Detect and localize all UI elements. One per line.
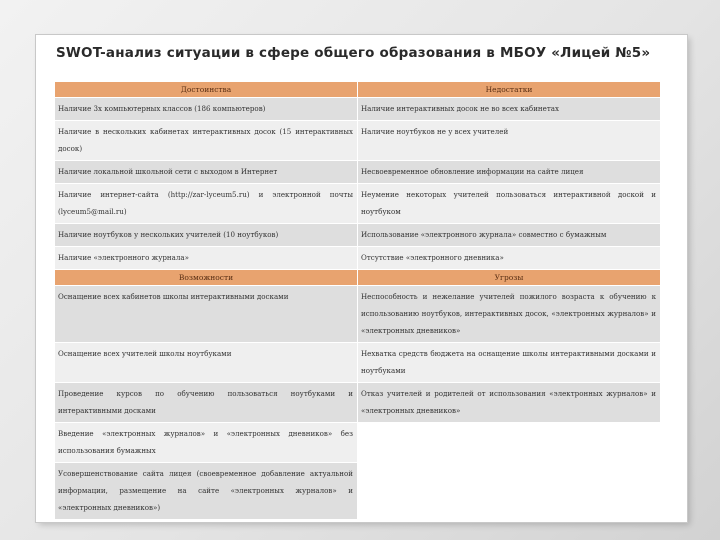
strength-cell: Наличие в нескольких кабинетах интерактивных досок (15 интерактивных досок) [55, 121, 358, 161]
slide [36, 35, 687, 522]
strength-cell: Наличие «электронного журнала» [55, 247, 358, 270]
strength-cell: Наличие ноутбуков у нескольких учителей (10 ноутбуков) [55, 224, 358, 247]
header-threats: Угрозы [358, 270, 661, 286]
threat-cell: Неспособность и нежелание учителей пожилого возраста к обучению к использованию ноутбуков, интерактивных досок, «электронных журналов» и «электронных дневников» [358, 286, 661, 343]
opportunity-cell: Введение «электронных журналов» и «электронных дневников» без использования бумажных [55, 423, 358, 463]
weakness-cell: Наличие ноутбуков не у всех учителей [358, 121, 661, 161]
header-row-strengths-weaknesses [55, 82, 661, 98]
opportunity-cell: Оснащение всех учителей школы ноутбуками [55, 343, 358, 383]
opportunity-cell: Оснащение всех кабинетов школы интерактивными досками [55, 286, 358, 343]
weakness-cell: Наличие интерактивных досок не во всех кабинетах [358, 98, 661, 121]
opportunity-cell: Проведение курсов по обучению пользоваться ноутбуками и интерактивными досками [55, 383, 358, 423]
header-strengths: Достоинства [55, 82, 358, 98]
threat-cell: Нехватка средств бюджета на оснащение школы интерактивными досками и ноутбуками [358, 343, 661, 383]
weakness-cell: Несвоевременное обновление информации на сайте лицея [358, 161, 661, 184]
weakness-cell: Неумение некоторых учителей пользоваться интерактивной доской и ноутбуком [358, 184, 661, 224]
slide-title: SWOT-анализ ситуации в сфере общего образования в МБОУ «Лицей №5» [56, 45, 651, 61]
opportunity-cell: Усовершенствование сайта лицея (своевременное добавление актуальной информации, размещение на сайте «электронных журналов» и «электронных дневников») [55, 463, 358, 520]
threat-cell: Отказ учителей и родителей от использования «электронных журналов» и «электронных дневников» [358, 383, 661, 423]
strength-cell: Наличие локальной школьной сети с выходом в Интернет [55, 161, 358, 184]
header-opportunities: Возможности [55, 270, 358, 286]
empty-cell [358, 463, 661, 520]
weakness-cell: Использование «электронного журнала» совместно с бумажным [358, 224, 661, 247]
opportunities-threats-grid [55, 286, 661, 520]
header-row-opportunities-threats [55, 270, 661, 286]
strength-cell: Наличие интернет-сайта (http://zar-lyceum5.ru) и электронной почты (lyceum5@mail.ru) [55, 184, 358, 224]
empty-cell [358, 423, 661, 463]
header-weaknesses: Недостатки [358, 82, 661, 98]
weakness-cell: Отсутствие «электронного дневника» [358, 247, 661, 270]
swot-table [55, 82, 661, 520]
strengths-weaknesses-grid [55, 98, 661, 270]
strength-cell: Наличие 3х компьютерных классов (186 компьютеров) [55, 98, 358, 121]
